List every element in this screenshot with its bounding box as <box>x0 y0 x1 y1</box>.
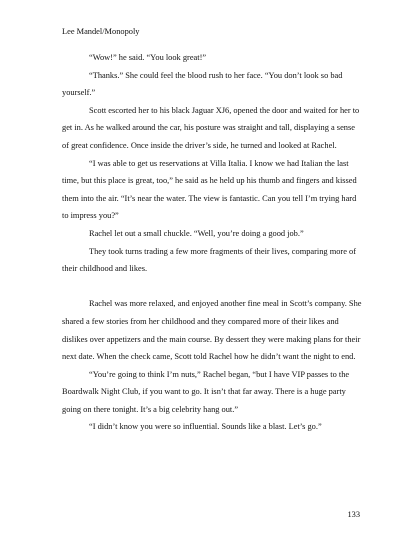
running-head: Lee Mandel/Monopoly <box>62 27 140 36</box>
paragraph: Rachel let out a small chuckle. “Well, you’re doing a good job.” <box>89 228 304 238</box>
paragraph: They took turns trading a few more fragments of their lives, comparing more of their childhood and likes. <box>62 246 356 274</box>
paragraph: “Thanks.” She could feel the blood rush to her face. “You don’t look so bad yourself.” <box>62 70 343 98</box>
paragraph: “Wow!” he said. “You look great!” <box>89 53 207 62</box>
paragraph: Rachel was more relaxed, and enjoyed another fine meal in Scott’s company. She shared a few stories from her childhood and they compared more of their likes and dislikes over appetizers and the main course. By dessert they were making plans for their next date. When the check came, Scott told Rachel how he didn’t want the night to end. <box>62 299 362 362</box>
page-number: 133 <box>347 510 360 519</box>
body-text <box>62 49 362 436</box>
paragraph: Scott escorted her to his black Jaguar XJ6, opened the door and waited for her to get in. As he walked around the car, his posture was straight and tall, displaying a sense of great confidence. Once inside the driver’s side, he turned and looked at Rachel. <box>62 105 360 150</box>
paragraph: “I was able to get us reservations at Villa Italia. I know we had Italian the last time, but this place is great, too,” he said as he held up his thumb and fingers and kissed them into the air. “It’s near the water. The view is fantastic. Can you tell I’m trying hard to impress you?” <box>62 158 357 221</box>
paragraph: “You’re going to think I’m nuts,” Rachel began, “but I have VIP passes to the Boardwalk Night Club, if you want to go. It isn’t that far away. There is a huge party going on there tonight. It’s a big celebrity hang out.” <box>62 369 350 414</box>
paragraph: “I didn’t know you were so influential. Sounds like a blast. Let’s go.” <box>89 422 322 432</box>
